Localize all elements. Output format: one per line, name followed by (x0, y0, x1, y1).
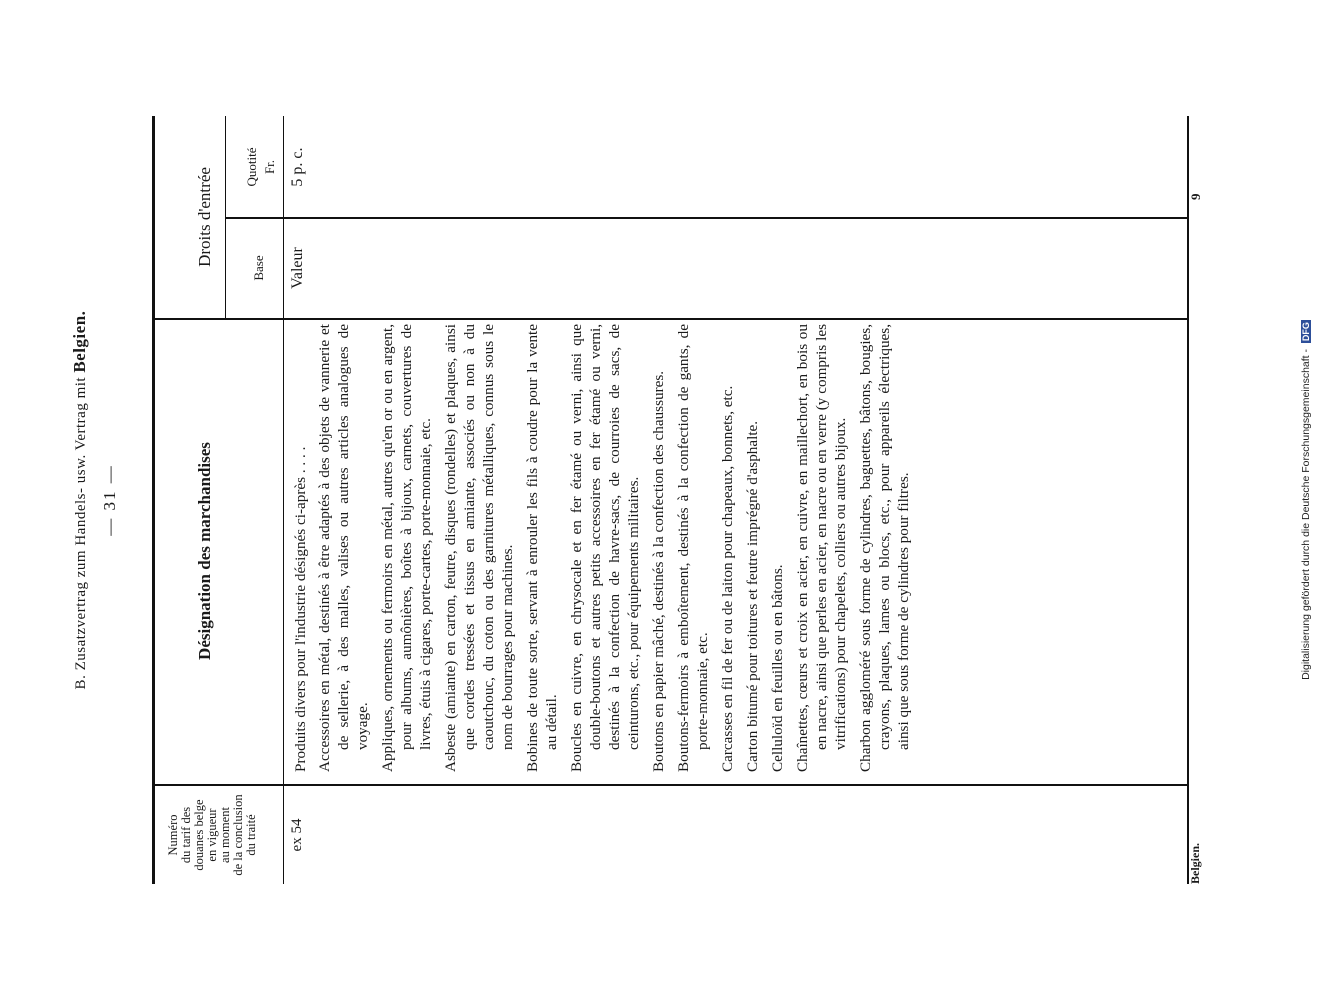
list-item: Accessoires en métal, destinés à être adaptés à des objets de vannerie et de sellerie, à des malles, valises ou autres articles analogues de voyage. (316, 324, 371, 772)
digitization-text: Digitalisierung gefördert durch die Deutsche Forschungsgemeinschaft - (1300, 349, 1312, 680)
list-item: Carton bitumé pour toitures et feutre imprégné d'asphalte. (744, 420, 761, 772)
description-lead: Produits divers pour l'industrie désignés ci-après . . . . (292, 446, 309, 772)
column-rule (225, 217, 1187, 219)
running-title: B. Zusatzvertrag zum Handels- usw. Vertrag mit (73, 376, 89, 690)
column-rule (155, 318, 1187, 320)
tariff-number: ex 54 (289, 818, 305, 852)
column-header-numero: Numéro du tarif des douanes belge en vigueur au moment de la conclusion du traité (166, 794, 258, 876)
footer-country: Belgien. (1188, 843, 1202, 884)
running-header (70, 0, 90, 1000)
header-rule (225, 116, 226, 320)
column-header-droits: Droits d'entrée (195, 167, 214, 267)
list-item: Boutons en papier mâché, destinés à la confection des chaussures. (650, 370, 667, 772)
dfg-logo: DFG (1301, 322, 1311, 342)
column-rule (155, 784, 1187, 786)
country-title: Belgien. (70, 310, 89, 373)
column-header-base: Base (251, 255, 266, 281)
signature-mark: 9 (1188, 193, 1203, 200)
list-item: Boucles en cuivre, en chrysocale et en fer étamé ou verni, ainsi que double-boutons et autres petits accessoires en fer étamé ou verni, destinés à la confection de havre-sacs, de courroies de sacs, de ceinturons, etc., pour équipements militaires. (568, 324, 642, 772)
page-number: — 31 — (100, 464, 119, 536)
list-item: Appliques, ornements ou fermoirs en métal, autres qu'en or ou en argent, pour albums, aumônières, boîtes à bijoux, carnets, couvertures de livres, étuis à cigares, porte-cartes, porte-monnaie, etc. (379, 324, 434, 772)
goods-description (291, 324, 919, 772)
list-item: Celluloïd en feuilles ou en bâtons. (769, 564, 786, 772)
column-header-quotite: Quotité Fr. (244, 147, 277, 187)
duty-rate: 5 p. c. (289, 147, 306, 187)
digitization-notice (1300, 0, 1312, 1000)
list-item: Bobines de toute sorte, servant à enrouler les fils à coudre pour la vente au détail. (524, 324, 560, 772)
column-header-designation: Désignation des marchandises (195, 442, 214, 660)
list-item: Carcasses en fil de fer ou de laiton pour chapeaux, bonnets, etc. (719, 385, 736, 772)
header-rule (283, 116, 284, 884)
list-item: Boutons-fermoirs à emboîtement, destinés à la confection de gants, de porte-monnaie, etc. (675, 324, 711, 772)
duty-base: Valeur (289, 247, 306, 289)
list-item: Asbeste (amiante) en carton, feutre, disques (rondelles) et plaques, ainsi que cordes tressées et tissus en amiante, associés ou non à du caoutchouc, du coton ou des garnitures métalliques, connus sous le nom de bourrages pour machines. (442, 324, 516, 772)
tariff-table (152, 116, 1189, 884)
list-item: Charbon aggloméré sous forme de cylindres, baguettes, bâtons, bougies, crayons, plaques, lames ou blocs, etc., pour appareils électriques, ainsi que sous forme de cylindres pour filtres. (857, 324, 912, 772)
list-item: Chaînettes, cœurs et croix en acier, en cuivre, en maillechort, en bois ou en nacre, ainsi que perles en acier, en nacre ou en verre (y compris les vitrifications) pour chapelets, colliers ou autres bijoux. (794, 324, 849, 772)
